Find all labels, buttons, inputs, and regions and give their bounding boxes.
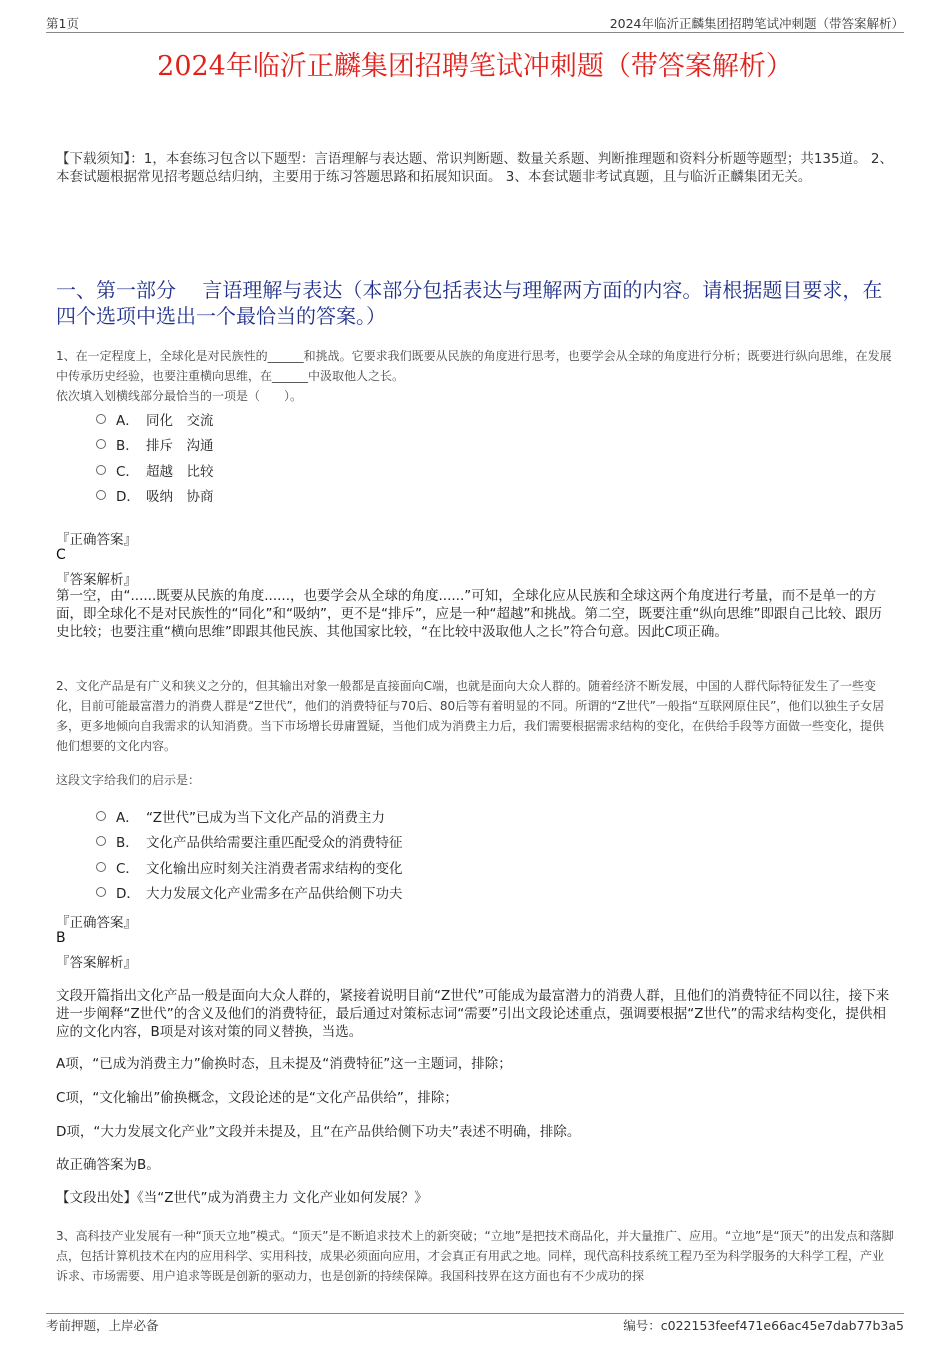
q1-analysis-label: 『答案解析』 — [56, 572, 137, 588]
page-footer — [46, 1313, 904, 1334]
section-heading: 一、第一部分 言语理解与表达（本部分包括表达与理解两方面的内容。请根据题目要求，在四个选项中选出一个最恰当的答案。） — [56, 278, 883, 328]
q1-answer: C — [56, 547, 66, 563]
q1-analysis: 第一空，由“......既要从民族的角度......，也要学会从全球的角度......”可知，全球化应从民族和全球这两个角度进行考量，而不是单一的方面，即全球化不是对民族性的“同化”和“吸纳”，更不是“排斥”，应是一种“超越”和挑战。第二空，既要注重“纵向思维”即跟自己比较、跟历史比较；也要注重“横向思维”即跟其他民族、其他国家比较，“在比较中汲取他人之长”符合句意。因此C项正确。 — [56, 588, 882, 640]
page-title: 2024年临沂正麟集团招聘笔试冲刺题（带答案解析） — [157, 51, 793, 82]
q2-source: 【文段出处】《当“Z世代”成为消费主力 文化产业如何发展？》 — [56, 1190, 428, 1206]
header-doc-title: 2024年临沂正麟集团招聘笔试冲刺题（带答案解析） — [609, 16, 904, 31]
q2-analysis-paragraph: 文段开篇指出文化产品一般是面向大众人群的，紧接着说明目前“Z世代”可能成为最富潜力的消费人群，且他们的消费特征不同以往，接下来进一步阐释“Z世代”的含义及他们的消费特征，最后通过对策标志词“需要”引出文段论述重点，强调要根据“Z世代”的需求结构变化，提供相应的文化内容，B项是对该对策的同义替换，当选。 — [56, 988, 890, 1040]
q3-stem: 3、高科技产业发展有一种“顶天立地”模式。“顶天”是不断追求技术上的新突破；“立地”是把技术商品化，并大量推广、应用。“立地”是“顶天”的出发点和落脚点，包括计算机技术在内的应用科学、实用科技，成果必须面向应用，才会真正有用武之地。同样，现代高科技系统工程乃至为科学服务的大科学工程，产业诉求、市场需要、用户追求等既是创新的驱动力，也是创新的持续保障。我国科技界在这方面也有不少成功的探 — [56, 1229, 894, 1283]
radio-icon[interactable] — [96, 465, 106, 475]
radio-icon[interactable] — [96, 490, 106, 500]
radio-icon[interactable] — [96, 887, 106, 897]
q2-options — [96, 803, 403, 905]
q2-analysis-paragraph: A项，“已成为消费主力”偷换时态，且未提及“消费特征”这一主题词，排除； — [56, 1056, 512, 1072]
q2-prompt: 这段文字给我们的启示是： — [56, 773, 201, 787]
q2-stem: 2、文化产品是有广义和狭义之分的，但其输出对象一般都是直接面向C端，也就是面向大众人群的。随着经济不断发展，中国的人群代际特征发生了一些变化，目前可能最富潜力的消费人群是“Z世代”，他们的消费特征与70后、80后等有着明显的不同。所谓的“Z世代”一般指“互联网原住民”，他们以独生子女居多，更多地倾向自我需求的认知消费。当下市场增长毋庸置疑，当他们成为消费主力后，我们需要根据需求结构的变化，在供给手段等方面做一些变化，提供他们想要的文化内容。 — [56, 679, 885, 753]
footer-code-label: 编号： — [623, 1318, 661, 1333]
radio-icon[interactable] — [96, 836, 106, 846]
q1-options — [96, 406, 214, 508]
q1-prompt: 依次填入划横线部分最恰当的一项是（ ）。 — [56, 389, 303, 403]
radio-icon[interactable] — [96, 439, 106, 449]
footer-slogan: 考前押题，上岸必备 — [46, 1318, 159, 1333]
radio-icon[interactable] — [96, 811, 106, 821]
q2-option-a[interactable]: A． “Z世代”已成为当下文化产品的消费主力 — [96, 803, 403, 829]
q1-option-d[interactable]: D． 吸纳 协商 — [96, 483, 214, 509]
q2-analysis-paragraph: C项，“文化输出”偷换概念，文段论述的是“文化产品供给”，排除； — [56, 1090, 458, 1106]
q2-analysis-paragraph: 故正确答案为B。 — [56, 1157, 160, 1173]
q1-answer-label: 『正确答案』 — [56, 532, 137, 548]
q2-answer: B — [56, 930, 66, 946]
q2-option-b[interactable]: B． 文化产品供给需要注重匹配受众的消费特征 — [96, 829, 403, 855]
download-notice: 【下载须知】：1，本套练习包含以下题型：言语理解与表达题、常识判断题、数量关系题、判断推理题和资料分析题等题型；共135道。 2、本套试题根据常见招考题总结归纳，主要用于练习答题思路和拓展知识面。 3、本套试题非考试真题，且与临沂正麟集团无关。 — [56, 151, 893, 185]
radio-icon[interactable] — [96, 862, 106, 872]
q2-option-c[interactable]: C． 文化输出应时刻关注消费者需求结构的变化 — [96, 854, 403, 880]
q2-analysis-paragraph: D项，“大力发展文化产业”文段并未提及，且“在产品供给侧下功夫”表述不明确，排除。 — [56, 1124, 581, 1140]
page-header — [46, 12, 904, 33]
q2-option-d[interactable]: D． 大力发展文化产业需多在产品供给侧下功夫 — [96, 880, 403, 906]
page-number: 第1页 — [46, 16, 79, 31]
radio-icon[interactable] — [96, 414, 106, 424]
q1-option-c[interactable]: C． 超越 比较 — [96, 457, 214, 483]
q1-option-a[interactable]: A． 同化 交流 — [96, 406, 214, 432]
q1-option-b[interactable]: B． 排斥 沟通 — [96, 432, 214, 458]
footer-code-value: c022153feef471e66ac45e7dab77b3a5 — [660, 1318, 904, 1333]
q1-stem: 1、在一定程度上，全球化是对民族性的______和挑战。它要求我们既要从民族的角度进行思考，也要学会从全球的角度进行分析；既要进行纵向思维，在发展中传承历史经验，也要注重横向思维，在______中汲取他人之长。 — [56, 349, 892, 383]
q2-answer-label: 『正确答案』 — [56, 915, 137, 931]
footer-code — [623, 1316, 904, 1334]
q2-analysis-label: 『答案解析』 — [56, 955, 137, 971]
